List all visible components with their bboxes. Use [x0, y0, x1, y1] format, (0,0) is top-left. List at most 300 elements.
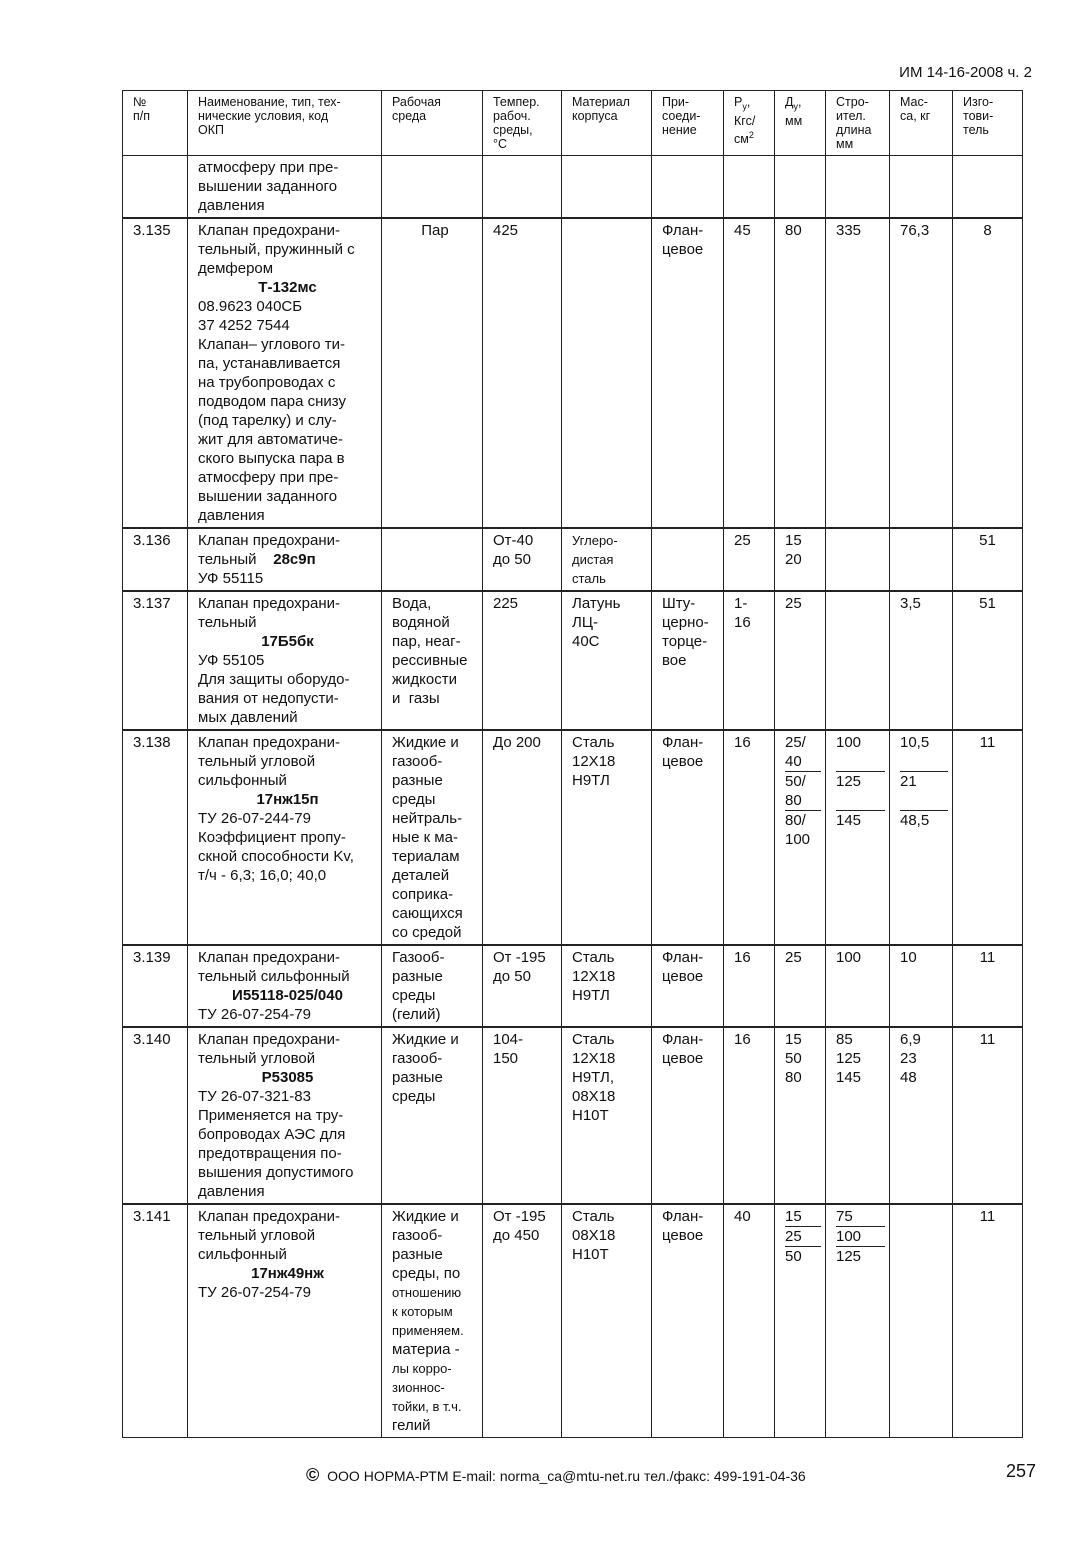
header-line: корпуса [572, 109, 618, 123]
cell-line: подводом пара снизу [198, 393, 346, 410]
header-num [123, 91, 188, 156]
cell-line: 12Х18 [572, 753, 616, 770]
cell-line: вое [662, 652, 687, 669]
cell-temp [483, 156, 562, 219]
cell-line: Применяется на тру- [198, 1107, 344, 1124]
cell-line: Пар [421, 222, 449, 239]
cell-line: 40 [785, 752, 821, 772]
cell-line: ные к ма- [392, 829, 458, 846]
cell-line: мых давлений [198, 709, 298, 726]
cell-line: 80 [785, 791, 821, 811]
cell-num: 3.141 [123, 1204, 188, 1438]
cell-medium [382, 218, 483, 528]
cell-line: скной способности Kv, [198, 848, 354, 865]
cell-line: тойки, в т.ч. [392, 1399, 462, 1414]
copyright-icon: © [306, 1465, 320, 1485]
cell-line [836, 752, 885, 772]
cell-line: 23 [900, 1050, 917, 1067]
cell-line: 16 [734, 949, 751, 966]
cell-material [562, 528, 652, 591]
cell-temp [483, 528, 562, 591]
header-line: ител. [836, 109, 866, 123]
cell-line: материа - [392, 1341, 460, 1358]
table-row [123, 591, 1023, 730]
cell-line: ТУ 26-07-254-79 [198, 1284, 311, 1301]
cell-line: цевое [662, 753, 704, 770]
cell-material [562, 945, 652, 1027]
cell-line: Флан- [662, 222, 704, 239]
cell-line: до 50 [493, 968, 531, 985]
cell-num: 3.135 [123, 218, 188, 528]
cell-line: 100 [836, 1227, 885, 1247]
cell-name [188, 1027, 382, 1204]
cell-num: 3.139 [123, 945, 188, 1027]
cell-line: 76,3 [900, 222, 930, 239]
cell-line: Жидкие и [392, 734, 459, 751]
cell-maker: 51 [953, 528, 1023, 591]
cell-line: цевое [662, 968, 704, 985]
cell-line: От-40 [493, 532, 534, 549]
header-line: Изго- [963, 95, 994, 109]
cell-line: атмосферу при пре- [198, 469, 339, 486]
cell-line: церно- [662, 614, 709, 631]
cell-line: 425 [493, 222, 519, 239]
footer-contact-text: ООО НОРМА-РТМ E-mail: norma_ca@mtu-net.ru тел./факс: 499-191-04-36 [327, 1468, 806, 1484]
cell-line: Клапан предохрани- [198, 222, 340, 239]
header-dy: $Д_у$, мм [775, 91, 826, 156]
cell-mass [890, 730, 953, 945]
cell-length [826, 1204, 890, 1438]
cell-temp [483, 730, 562, 945]
cell-line: И55118-025/040 [232, 987, 343, 1004]
header-line: рабоч. [493, 109, 531, 123]
cell-py [724, 591, 775, 730]
cell-line: отношению [392, 1285, 462, 1300]
cell-line: 10 [900, 949, 917, 966]
cell-line: 08.9623 040СБ [198, 298, 303, 315]
cell-line: ТУ 26-07-254-79 [198, 1006, 311, 1023]
cell-py [724, 1204, 775, 1438]
cell-material [562, 1204, 652, 1438]
cell-line: Клапан– углового ти- [198, 336, 346, 353]
cell-mass [890, 218, 953, 528]
cell-mass [890, 156, 953, 219]
cell-line: Шту- [662, 595, 696, 612]
cell-mass [890, 945, 953, 1027]
cell-line: сталь [572, 571, 606, 586]
cell-line: газооб- [392, 753, 443, 770]
cell-material [562, 591, 652, 730]
cell-line: применяем. [392, 1323, 464, 1338]
cell-material [562, 156, 652, 219]
header-line: п/п [133, 109, 151, 123]
cell-line: среды [392, 791, 436, 808]
cell-line: среды [392, 987, 436, 1004]
cell-line [900, 791, 948, 811]
cell-line: Флан- [662, 949, 704, 966]
cell-line: Сталь [572, 1208, 615, 1225]
cell-line: Клапан предохрани- [198, 1208, 340, 1225]
cell-line: тельный 28с9п [198, 551, 316, 568]
cell-line: Н10Т [572, 1246, 609, 1263]
cell-py [724, 730, 775, 945]
header-maker [953, 91, 1023, 156]
cell-line: деталей [392, 867, 450, 884]
cell-line: Н10Т [572, 1107, 609, 1124]
page-number: 257 [1005, 1461, 1036, 1481]
table-body [123, 156, 1023, 1438]
cell-line: 85 [836, 1031, 853, 1048]
cell-line: бопроводах АЭС для [198, 1126, 346, 1143]
cell-line: Флан- [662, 1208, 704, 1225]
cell-connection [652, 1204, 724, 1438]
header-line: ОКП [198, 123, 224, 137]
cell-line: цевое [662, 1050, 704, 1067]
cell-line: Флан- [662, 734, 704, 751]
cell-line: на трубопроводах с [198, 374, 336, 391]
cell-temp [483, 591, 562, 730]
cell-line: 17нж15п [256, 791, 319, 808]
cell-line: 40 [734, 1208, 751, 1225]
cell-length [826, 945, 890, 1027]
cell-line: 12Х18 [572, 968, 616, 985]
header-length [826, 91, 890, 156]
header-line: нические условия, код [198, 109, 329, 123]
header-line: Рабочая [392, 95, 441, 109]
cell-length [826, 591, 890, 730]
cell-maker: 11 [953, 730, 1023, 945]
cell-name [188, 528, 382, 591]
header-mass [890, 91, 953, 156]
cell-material [562, 218, 652, 528]
cell-num: 3.138 [123, 730, 188, 945]
cell-line: тельный [198, 614, 257, 631]
table-header-row [123, 91, 1023, 156]
cell-medium [382, 945, 483, 1027]
footer [306, 1465, 806, 1486]
cell-line: 48 [900, 1069, 917, 1086]
cell-line: водяной [392, 614, 450, 631]
cell-name [188, 945, 382, 1027]
cell-line: Коэффициент пропу- [198, 829, 346, 846]
cell-line: Жидкие и [392, 1031, 459, 1048]
cell-line: 80 [785, 222, 802, 239]
cell-line: 16 [734, 734, 751, 751]
cell-maker: 51 [953, 591, 1023, 730]
header-line: °С [493, 137, 508, 151]
cell-line: цевое [662, 241, 704, 258]
cell-name [188, 591, 382, 730]
table-row [123, 156, 1023, 219]
cell-material [562, 730, 652, 945]
cell-line: 80/ [785, 812, 806, 829]
cell-line: 15 [785, 1031, 802, 1048]
cell-line: давления [198, 507, 265, 524]
cell-line: торце- [662, 633, 708, 650]
cell-line: тельный угловой [198, 753, 316, 770]
cell-line: 100 [836, 949, 862, 966]
cell-material [562, 1027, 652, 1204]
cell-line: 3,5 [900, 595, 921, 612]
header-line: среды, [493, 123, 533, 137]
cell-line: рессивные [392, 652, 468, 669]
header-line: длина [836, 123, 872, 137]
cell-line: 17Б5бк [261, 633, 314, 650]
cell-line: До 200 [493, 734, 541, 751]
cell-name [188, 1204, 382, 1438]
cell-line: вышения допустимого [198, 1164, 354, 1181]
cell-maker: 11 [953, 1204, 1023, 1438]
cell-line: 75 [836, 1207, 885, 1227]
header-line: мм [836, 137, 854, 151]
cell-line: 335 [836, 222, 862, 239]
cell-dy [775, 1027, 826, 1204]
cell-line: дистая [572, 552, 614, 567]
cell-line: ТУ 26-07-321-83 [198, 1088, 311, 1105]
cell-py [724, 156, 775, 219]
cell-temp [483, 945, 562, 1027]
cell-medium [382, 528, 483, 591]
cell-line: 25 [785, 949, 802, 966]
cell-line: тельный, пружинный с [198, 241, 355, 258]
cell-line: к которым [392, 1304, 453, 1319]
cell-line: Латунь [572, 595, 621, 612]
cell-line: 48,5 [900, 812, 930, 829]
cell-line: 1- [734, 595, 748, 612]
cell-line: сающихся [392, 905, 463, 922]
cell-line: давления [198, 1183, 265, 1200]
cell-line: (гелий) [392, 1006, 441, 1023]
cell-line: жидкости [392, 671, 457, 688]
header-name [188, 91, 382, 156]
cell-line: разные [392, 1246, 443, 1263]
header-line: Мас- [900, 95, 928, 109]
cell-line: Клапан предохрани- [198, 949, 340, 966]
header-line: При- [662, 95, 690, 109]
header-temp [483, 91, 562, 156]
table-row [123, 730, 1023, 945]
cell-dy [775, 528, 826, 591]
cell-line: Сталь [572, 1031, 615, 1048]
cell-line: газооб- [392, 1227, 443, 1244]
cell-line: ского выпуска пара в [198, 450, 345, 467]
cell-connection [652, 156, 724, 219]
cell-line: тельный угловой [198, 1227, 316, 1244]
cell-connection [652, 591, 724, 730]
cell-line: ЛЦ- [572, 614, 598, 631]
cell-maker: 8 [953, 218, 1023, 528]
cell-line: (под тарелку) и слу- [198, 412, 337, 429]
cell-line: Р53085 [261, 1069, 314, 1086]
header-line: Материал [572, 95, 630, 109]
cell-maker: 11 [953, 945, 1023, 1027]
cell-line: Н9ТЛ [572, 987, 610, 1004]
table-row [123, 218, 1023, 528]
cell-mass [890, 591, 953, 730]
cell-line: 15 [785, 532, 802, 549]
cell-line: Клапан предохрани- [198, 595, 340, 612]
cell-py [724, 945, 775, 1027]
cell-maker: 11 [953, 1027, 1023, 1204]
cell-line: демфером [198, 260, 274, 277]
cell-name [188, 156, 382, 219]
cell-line: вышении заданного [198, 488, 338, 505]
cell-line: 50/ [785, 773, 806, 790]
cell-line: газооб- [392, 1050, 443, 1067]
cell-line: Газооб- [392, 949, 445, 966]
cell-line: От -195 [493, 949, 546, 966]
cell-line: 15 [785, 1207, 821, 1227]
table-row [123, 1027, 1023, 1204]
header-medium [382, 91, 483, 156]
table-row [123, 945, 1023, 1027]
cell-line: 50 [785, 1050, 802, 1067]
cell-line: сильфонный [198, 772, 287, 789]
cell-line: 125 [836, 773, 862, 790]
cell-line: 10,5 [900, 734, 930, 751]
cell-medium [382, 730, 483, 945]
cell-dy [775, 591, 826, 730]
cell-length [826, 730, 890, 945]
cell-line: 45 [734, 222, 751, 239]
header-line: Наименование, тип, тех- [198, 95, 341, 109]
cell-line: 37 4252 7544 [198, 317, 290, 334]
cell-line: 104- [493, 1031, 524, 1048]
cell-line: до 50 [493, 551, 531, 568]
header-line: Темпер. [493, 95, 540, 109]
cell-line: Клапан предохрани- [198, 532, 340, 549]
cell-line: Вода, [392, 595, 432, 612]
cell-line: вышении заданного [198, 178, 338, 195]
cell-line: 12Х18 [572, 1050, 616, 1067]
cell-line: 50 [785, 1248, 802, 1265]
cell-line: тельный угловой [198, 1050, 316, 1067]
cell-line: 225 [493, 595, 519, 612]
cell-line: па, устанавливается [198, 355, 341, 372]
cell-mass [890, 1027, 953, 1204]
cell-mass [890, 528, 953, 591]
cell-line [836, 791, 885, 811]
table-row [123, 1204, 1023, 1438]
cell-line: соприка- [392, 886, 454, 903]
cell-line: 150 [493, 1050, 519, 1067]
cell-line: гелий [392, 1417, 431, 1434]
cell-connection [652, 218, 724, 528]
header-line: тель [963, 123, 989, 137]
cell-line: 125 [836, 1050, 862, 1067]
cell-line: до 450 [493, 1227, 540, 1244]
cell-line: Для защиты оборудо- [198, 671, 350, 688]
cell-line: со средой [392, 924, 462, 941]
cell-line: Флан- [662, 1031, 704, 1048]
cell-line: сильфонный [198, 1246, 287, 1263]
cell-line: 80 [785, 1069, 802, 1086]
cell-line: 145 [836, 812, 862, 829]
cell-maker [953, 156, 1023, 219]
cell-line: нейтраль- [392, 810, 463, 827]
cell-line: Сталь [572, 949, 615, 966]
cell-connection [652, 528, 724, 591]
cell-py [724, 1027, 775, 1204]
cell-line: предотвращения по- [198, 1145, 342, 1162]
cell-line: 20 [785, 551, 802, 568]
cell-line: От -195 [493, 1208, 546, 1225]
header-line: са, кг [900, 109, 931, 123]
cell-line: 17нж49нж [251, 1265, 324, 1282]
cell-line: Углеро- [572, 533, 618, 548]
cell-line: жит для автоматиче- [198, 431, 343, 448]
cell-line: разные [392, 1069, 443, 1086]
cell-line: 6,9 [900, 1031, 921, 1048]
cell-line: 16 [734, 614, 751, 631]
cell-dy [775, 945, 826, 1027]
cell-temp [483, 1027, 562, 1204]
cell-temp [483, 1204, 562, 1438]
cell-line: т/ч - 6,3; 16,0; 40,0 [198, 867, 327, 884]
cell-line: вания от недопусти- [198, 690, 339, 707]
cell-line: зионнос- [392, 1380, 445, 1395]
cell-name [188, 218, 382, 528]
cell-line: разные [392, 968, 443, 985]
cell-num: 3.140 [123, 1027, 188, 1204]
cell-line: среды [392, 1088, 436, 1105]
cell-medium [382, 1204, 483, 1438]
cell-mass [890, 1204, 953, 1438]
cell-dy [775, 156, 826, 219]
cell-num [123, 156, 188, 219]
cell-line: и газы [392, 690, 440, 707]
header-line: Стро- [836, 95, 869, 109]
cell-line: 25/ [785, 734, 806, 751]
cell-line: ТУ 26-07-244-79 [198, 810, 311, 827]
header-connection [652, 91, 724, 156]
cell-line: пар, неаг- [392, 633, 461, 650]
cell-line: 16 [734, 1031, 751, 1048]
header-line: соеди- [662, 109, 701, 123]
cell-py [724, 528, 775, 591]
cell-connection [652, 945, 724, 1027]
cell-line: Т-132мс [258, 279, 317, 296]
cell-line: 25 [785, 1227, 821, 1247]
cell-num: 3.137 [123, 591, 188, 730]
cell-dy [775, 1204, 826, 1438]
cell-line: атмосферу при пре- [198, 159, 339, 176]
header-line: среда [392, 109, 427, 123]
cell-length [826, 528, 890, 591]
cell-connection [652, 730, 724, 945]
cell-medium [382, 1027, 483, 1204]
cell-line: 145 [836, 1069, 862, 1086]
cell-line: давления [198, 197, 265, 214]
cell-line: среды, по [392, 1265, 461, 1282]
cell-medium [382, 591, 483, 730]
cell-dy [775, 730, 826, 945]
header-material [562, 91, 652, 156]
cell-line: 100 [836, 734, 862, 751]
cell-line: Клапан предохрани- [198, 1031, 340, 1048]
cell-line: лы корро- [392, 1361, 452, 1376]
header-py: $Р_у$, Кгс/ $см^2$ [724, 91, 775, 156]
cell-length [826, 1027, 890, 1204]
cell-length [826, 218, 890, 528]
cell-name [188, 730, 382, 945]
cell-line: Н9ТЛ [572, 772, 610, 789]
cell-line [900, 752, 948, 772]
cell-length [826, 156, 890, 219]
cell-line: Сталь [572, 734, 615, 751]
cell-line: 08Х18 [572, 1227, 616, 1244]
cell-line: 40С [572, 633, 600, 650]
